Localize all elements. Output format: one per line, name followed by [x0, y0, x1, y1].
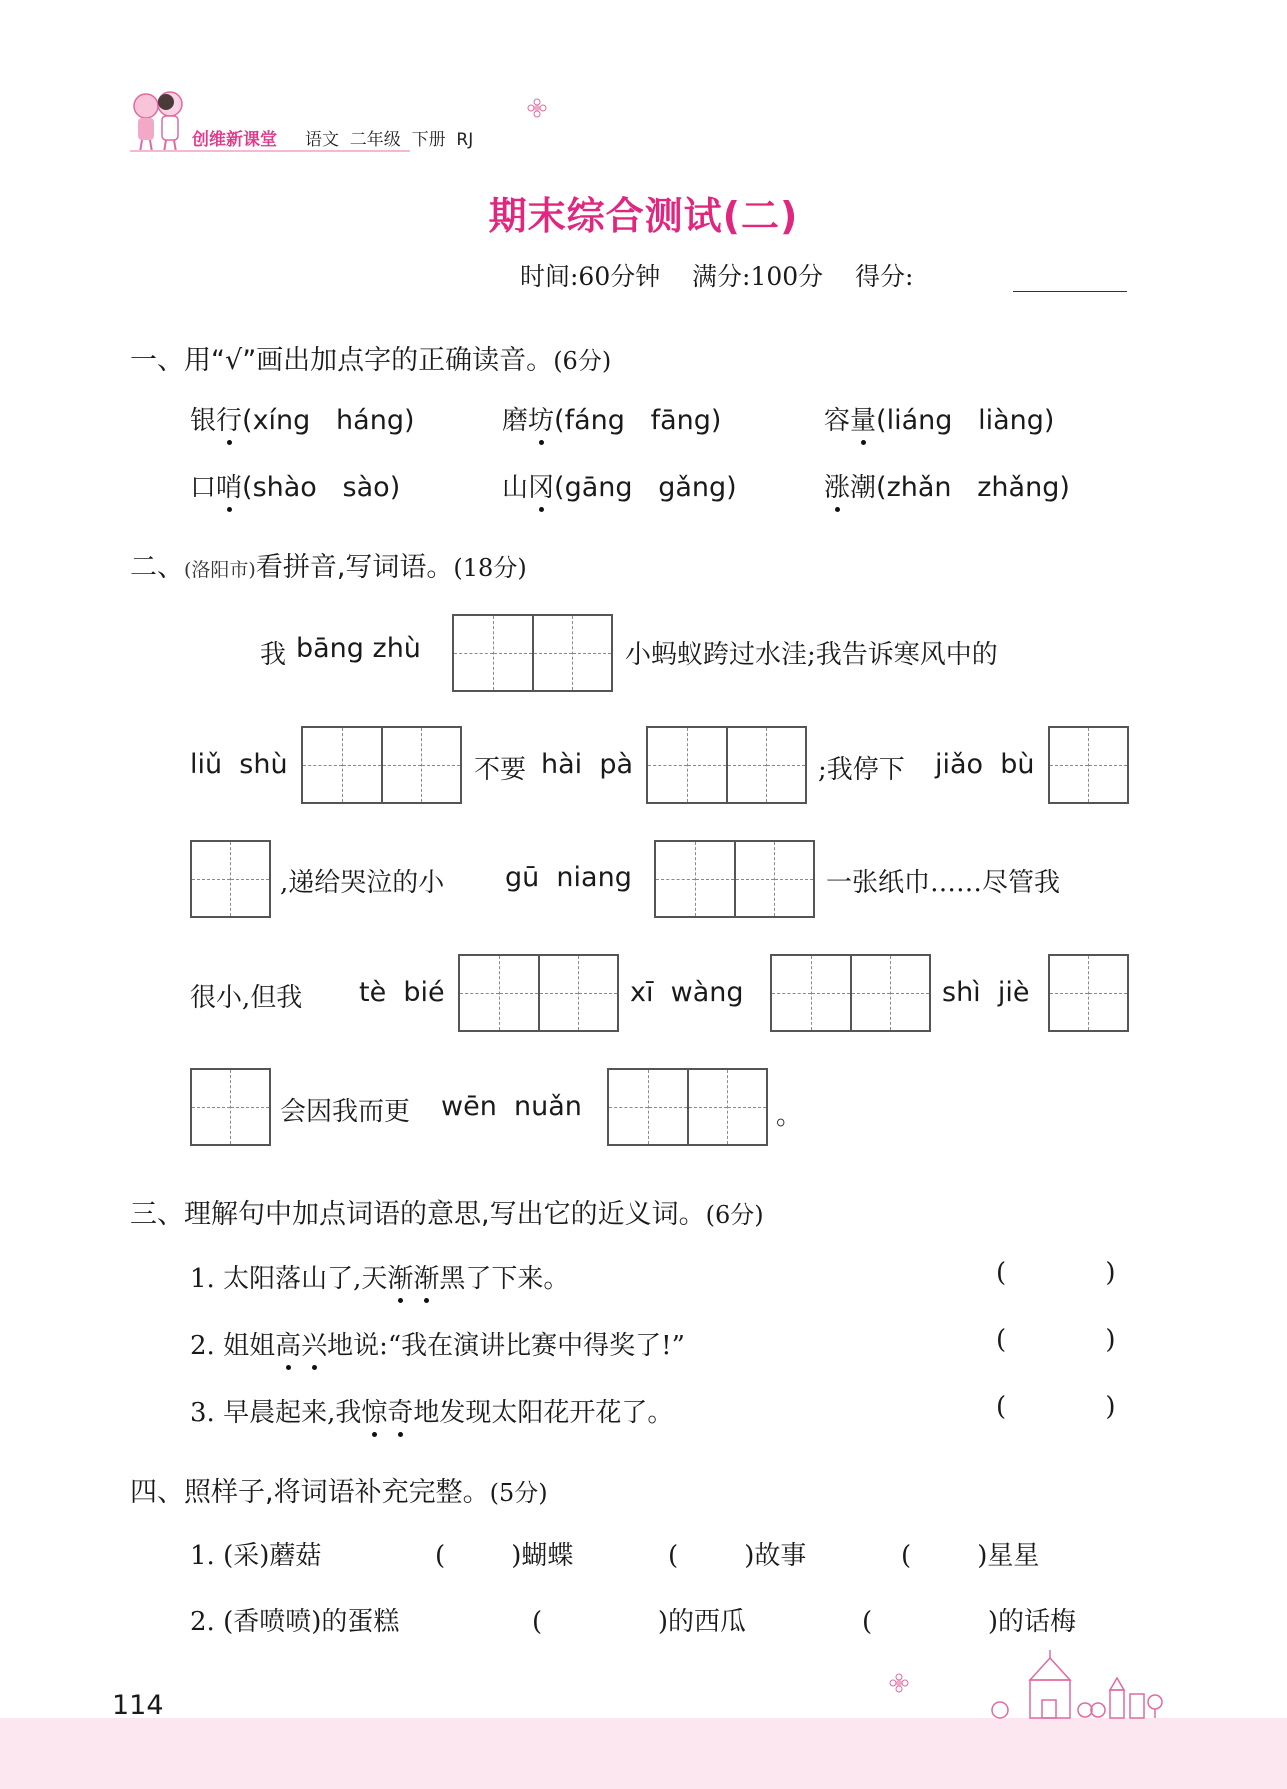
full-score: 满分:100分 [692, 262, 824, 291]
q1-item[interactable]: 口哨(shào sào) [190, 472, 401, 503]
q2-pinyin: gū niang [505, 862, 632, 893]
q1-item[interactable]: 银行(xíng háng) [190, 405, 415, 436]
q2-pinyin: xī wàng [630, 977, 744, 1008]
q2-text: 小蚂蚁跨过水洼;我告诉寒风中的 [625, 640, 998, 670]
tianzige-box[interactable] [1048, 726, 1129, 804]
q2-pinyin: wēn nuǎn [441, 1091, 582, 1122]
tianzige-box[interactable] [654, 840, 815, 918]
q1-item[interactable]: 涨潮(zhǎn zhǎng) [824, 472, 1070, 503]
flower-icon [888, 1672, 910, 1694]
tianzige-box[interactable] [190, 1068, 271, 1146]
q2-pinyin: hài pà [541, 749, 634, 780]
tianzige-box[interactable] [458, 954, 619, 1032]
exam-meta [520, 257, 913, 293]
tianzige-box[interactable] [607, 1068, 768, 1146]
q2-text: ;我停下 [818, 755, 905, 785]
tianzige-box[interactable] [190, 840, 271, 918]
time-limit: 时间:60分钟 [520, 262, 661, 291]
header-divider [130, 150, 410, 152]
answer-paren[interactable]: ( ) [996, 1392, 1116, 1422]
section-1-heading: 一、用“√”画出加点字的正确读音。(6分) [130, 345, 612, 376]
answer-paren[interactable]: ( ) [996, 1258, 1116, 1288]
section-4-heading: 四、照样子,将词语补充完整。(5分) [130, 1477, 548, 1508]
q2-text: 不要 [474, 755, 527, 785]
section-2-heading: 二、(洛阳市)看拼音,写词语。(18分) [130, 552, 527, 583]
q2-pinyin: shì jiè [942, 977, 1030, 1008]
tianzige-box[interactable] [646, 726, 807, 804]
q2-text: 我 [260, 640, 287, 670]
q3-item: 1. 太阳落山了,天渐渐黑了下来。 [190, 1264, 570, 1294]
q4-blank[interactable]: ( )蝴蝶 [435, 1541, 574, 1571]
q2-pinyin: tè bié [359, 977, 445, 1008]
tianzige-box[interactable] [452, 614, 613, 692]
header-cartoon-girls-icon [128, 88, 192, 154]
q4-blank[interactable]: ( )故事 [668, 1541, 807, 1571]
footer-band [0, 1718, 1287, 1789]
q2-text: ,递给哭泣的小 [280, 868, 445, 898]
q4-blank[interactable]: ( )星星 [901, 1541, 1040, 1571]
tianzige-box[interactable] [301, 726, 462, 804]
q1-item[interactable]: 山冈(gāng gǎng) [502, 472, 737, 503]
q2-pinyin: liǔ shù [190, 749, 288, 780]
q3-item: 2. 姐姐高兴地说:“我在演讲比赛中得奖了!” [190, 1331, 685, 1361]
page-title: 期末综合测试(二) [488, 194, 799, 238]
q2-text: 。 [776, 1101, 803, 1131]
q2-text: 一张纸巾……尽管我 [826, 868, 1061, 898]
q2-text: 很小,但我 [190, 983, 303, 1013]
q2-text: 会因我而更 [280, 1097, 411, 1127]
score-blank[interactable] [1013, 291, 1127, 292]
q2-pinyin: bāng zhù [296, 633, 421, 664]
tianzige-box[interactable] [770, 954, 931, 1032]
q4-blank[interactable]: ( )的西瓜 [532, 1607, 746, 1637]
q3-item: 3. 早晨起来,我惊奇地发现太阳花开花了。 [190, 1398, 674, 1428]
q2-pinyin: jiǎo bù [935, 749, 1035, 780]
score-label: 得分: [854, 262, 914, 291]
castle-icon [980, 1650, 1170, 1720]
q4-example: 2. (香喷喷)的蛋糕 [190, 1607, 400, 1637]
header-brand: 创维新课堂 [192, 130, 277, 150]
section-3-heading: 三、理解句中加点词语的意思,写出它的近义词。(6分) [130, 1199, 764, 1230]
flower-icon [527, 98, 547, 118]
tianzige-box[interactable] [1048, 954, 1129, 1032]
q4-blank[interactable]: ( )的话梅 [862, 1607, 1076, 1637]
q1-item[interactable]: 容量(liáng liàng) [824, 405, 1055, 436]
q4-example: 1. (采)蘑菇 [190, 1541, 322, 1571]
answer-paren[interactable]: ( ) [996, 1325, 1116, 1355]
header-info: 语文 二年级 下册 RJ [305, 130, 474, 150]
q1-item[interactable]: 磨坊(fáng fāng) [502, 405, 722, 436]
page-number: 114 [112, 1690, 164, 1721]
